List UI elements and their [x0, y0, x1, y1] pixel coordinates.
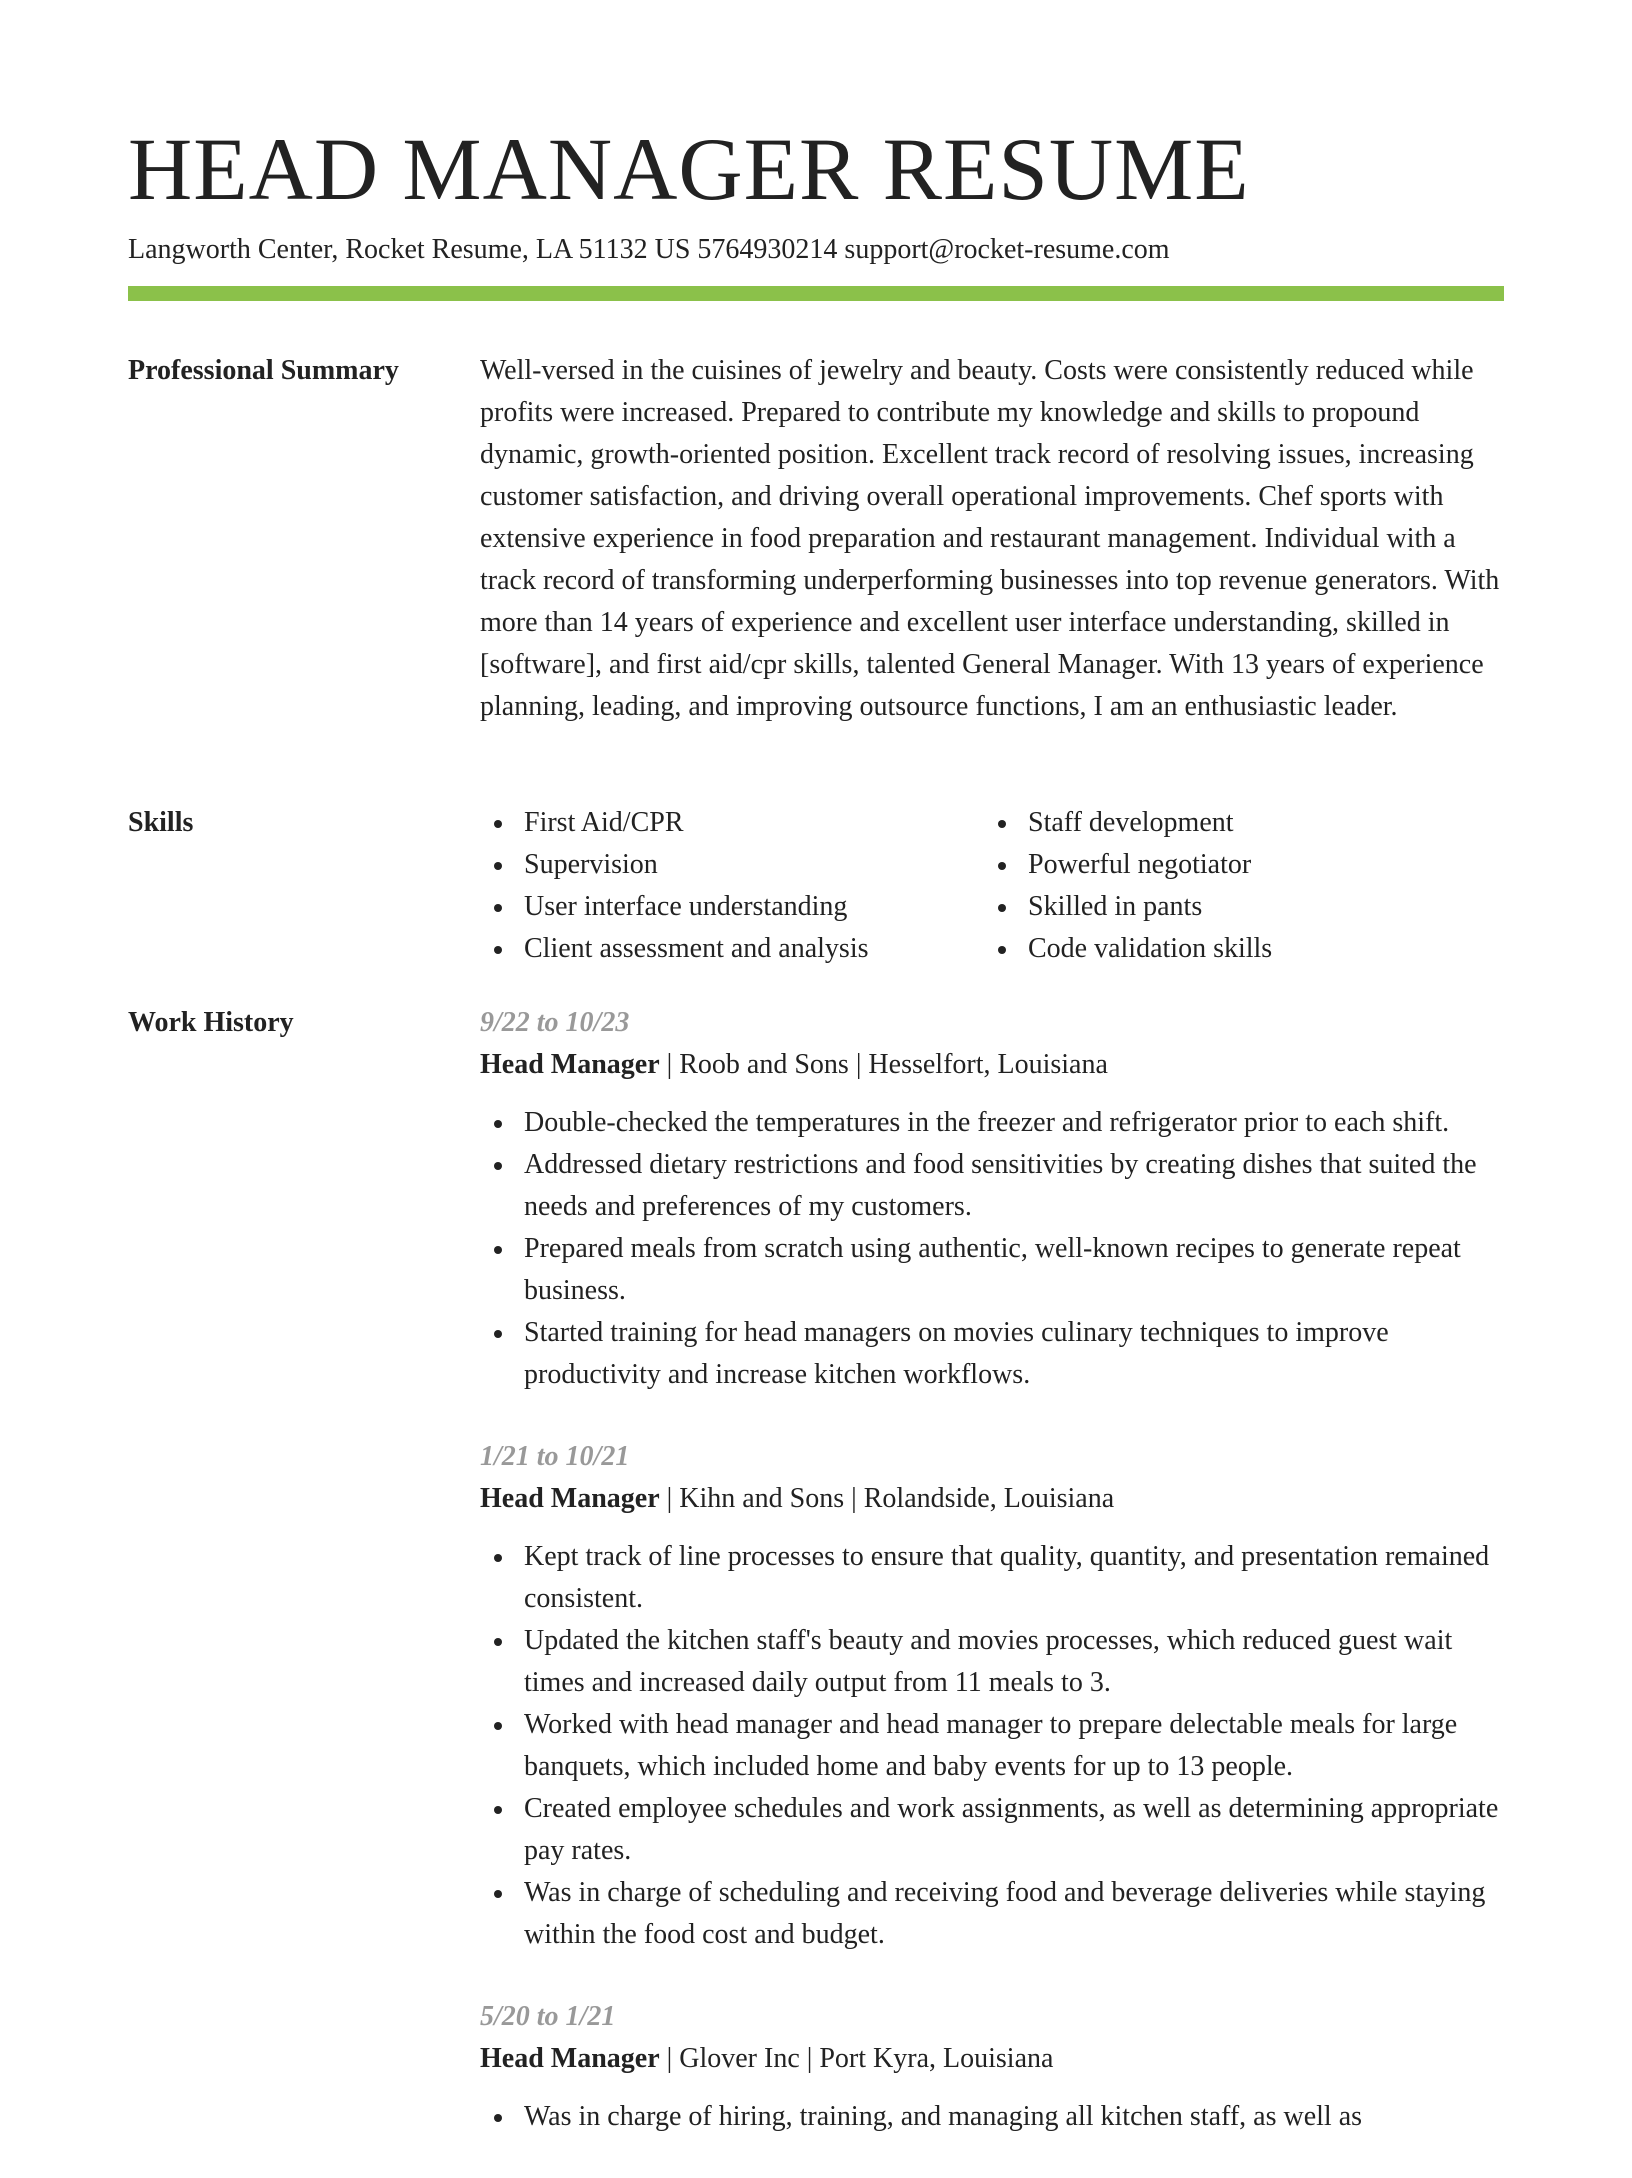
work-history-heading: Work History	[128, 1007, 294, 1038]
job-title-line	[480, 2038, 1504, 2080]
job-bullet: Double-checked the temperatures in the freezer and refrigerator prior to each shift.	[480, 1102, 1504, 1144]
job-bullet: Started training for head managers on movies culinary techniques to improve productivity and increase kitchen workflows.	[480, 1312, 1504, 1396]
job-dates: 1/21 to 10/21	[480, 1441, 630, 1472]
job-entry	[480, 1996, 1504, 2138]
job-details: | Glover Inc | Port Kyra, Louisiana	[659, 2043, 1054, 2074]
job-bullet: Updated the kitchen staff's beauty and movies processes, which reduced guest wait times and increased daily output from 11 meals to 3.	[480, 1620, 1504, 1704]
job-dates: 5/20 to 1/21	[480, 2001, 616, 2032]
job-bullet: Was in charge of hiring, training, and managing all kitchen staff, as well as	[480, 2096, 1504, 2138]
job-details: | Kihn and Sons | Rolandside, Louisiana	[659, 1483, 1115, 1514]
skills-list	[480, 802, 1504, 970]
summary-heading: Professional Summary	[128, 355, 399, 386]
skills-heading: Skills	[128, 807, 194, 838]
skills-column-left	[480, 802, 984, 970]
job-bullet: Kept track of line processes to ensure that quality, quantity, and presentation remained consistent.	[480, 1536, 1504, 1620]
skill-item: Staff development	[984, 802, 1488, 844]
summary-text: Well-versed in the cuisines of jewelry and beauty. Costs were consistently reduced while profits were increased. Prepared to contribute my knowledge and skills to propound dynamic, growth-oriented position. Excellent track record of resolving issues, increasing customer satisfaction, and driving overall operational improvements. Chef sports with extensive experience in food preparation and restaurant management. Individual with a track record of transforming underperforming businesses into top revenue generators. With more than 14 years of experience and excellent user interface understanding, skilled in [software], and first aid/cpr skills, talented General Manager. With 13 years of experience planning, leading, and improving outsource functions, I am an enthusiastic leader.	[480, 355, 1500, 722]
job-dates: 9/22 to 10/23	[480, 1007, 630, 1038]
skill-item: First Aid/CPR	[480, 802, 984, 844]
job-role: Head Manager	[480, 1049, 660, 1080]
skill-item: Powerful negotiator	[984, 844, 1488, 886]
header-divider	[128, 286, 1504, 301]
contact-line: Langworth Center, Rocket Resume, LA 51132 US 5764930214 support@rocket-resume.com	[128, 234, 1170, 265]
skill-item: Code validation skills	[984, 928, 1488, 970]
skill-item: User interface understanding	[480, 886, 984, 928]
job-role: Head Manager	[480, 1483, 660, 1514]
resume-title: HEAD MANAGER RESUME	[128, 121, 1250, 219]
skill-item: Skilled in pants	[984, 886, 1488, 928]
skill-item: Client assessment and analysis	[480, 928, 984, 970]
skills-column-right	[984, 802, 1488, 970]
job-bullets	[480, 2096, 1504, 2138]
work-history	[480, 1002, 1504, 2178]
job-entry	[480, 1436, 1504, 1956]
job-entry	[480, 1002, 1504, 1396]
job-bullets	[480, 1536, 1504, 1956]
job-bullet: Created employee schedules and work assignments, as well as determining appropriate pay rates.	[480, 1788, 1504, 1872]
job-details: | Roob and Sons | Hesselfort, Louisiana	[659, 1049, 1108, 1080]
job-bullet: Worked with head manager and head manager to prepare delectable meals for large banquets, which included home and baby events for up to 13 people.	[480, 1704, 1504, 1788]
job-bullets	[480, 1102, 1504, 1396]
job-bullet: Prepared meals from scratch using authentic, well-known recipes to generate repeat business.	[480, 1228, 1504, 1312]
job-bullet: Addressed dietary restrictions and food sensitivities by creating dishes that suited the needs and preferences of my customers.	[480, 1144, 1504, 1228]
job-title-line	[480, 1478, 1504, 1520]
skill-item: Supervision	[480, 844, 984, 886]
job-title-line	[480, 1044, 1504, 1086]
job-bullet: Was in charge of scheduling and receiving food and beverage deliveries while staying within the food cost and budget.	[480, 1872, 1504, 1956]
job-role: Head Manager	[480, 2043, 660, 2074]
